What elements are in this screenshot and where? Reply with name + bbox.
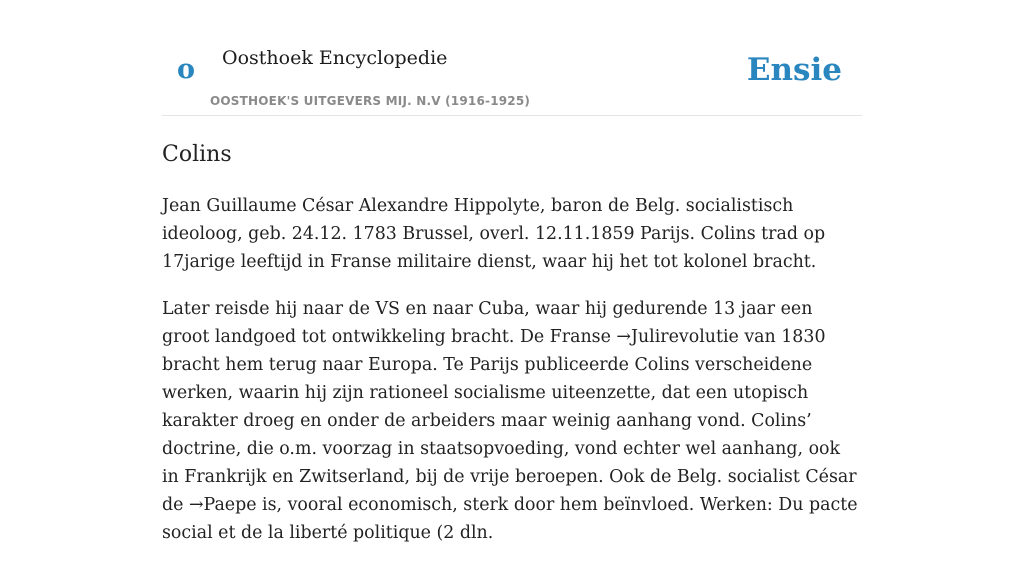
entry-paragraph-2: [162, 295, 862, 547]
publisher-label: OOSTHOEK'S UITGEVERS MIJ. N.V (1916-1925): [210, 94, 531, 108]
crossref-link-paepe[interactable]: →Paepe: [188, 495, 257, 515]
source-title-link[interactable]: Oosthoek Encyclopedie: [222, 47, 448, 69]
entry-title: Colins: [162, 142, 232, 167]
paragraph-text: van 1830 bracht hem terug naar Europa. Te Parijs publiceerde Colins verscheidene werken, waarin hij zijn rationeel socialisme uiteenzette, dat een utopisch karakter droeg en onder de arbeiders maar weinig aanhang vond. Colins’ doctrine, die o.m. voorzag in staatsopvoeding, vond echter wel aanhang, ook in Frankrijk en Zwitserland, bij de vrije beroepen. Ook de Belg. socialist César de: [162, 327, 857, 515]
source-logo-icon[interactable]: o: [177, 54, 196, 85]
content-column: [162, 0, 862, 543]
paragraph-text: is, vooral economisch, sterk door hem beïnvloed. Werken: Du pacte social et de la liberté politique (2 dln.: [162, 495, 858, 543]
ensie-logo-link[interactable]: Ensie: [746, 52, 842, 88]
crossref-link-julirevolutie[interactable]: →Julirevolutie: [616, 327, 739, 347]
entry-paragraph-1: Jean Guillaume César Alexandre Hippolyte, baron de Belg. socialistisch ideoloog, geb. 24.12. 1783 Brussel, overl. 12.11.1859 Parijs. Colins trad op 17jarige leeftijd in Franse militaire dienst, waar hij het tot kolonel bracht.: [162, 196, 826, 272]
source-header: [162, 0, 862, 116]
paragraph-text: Later reisde hij naar de VS en naar Cuba, waar hij gedurende 13 jaar een groot landgoed tot ontwikkeling bracht. De Franse: [162, 299, 813, 347]
entry-body: [162, 192, 862, 566]
